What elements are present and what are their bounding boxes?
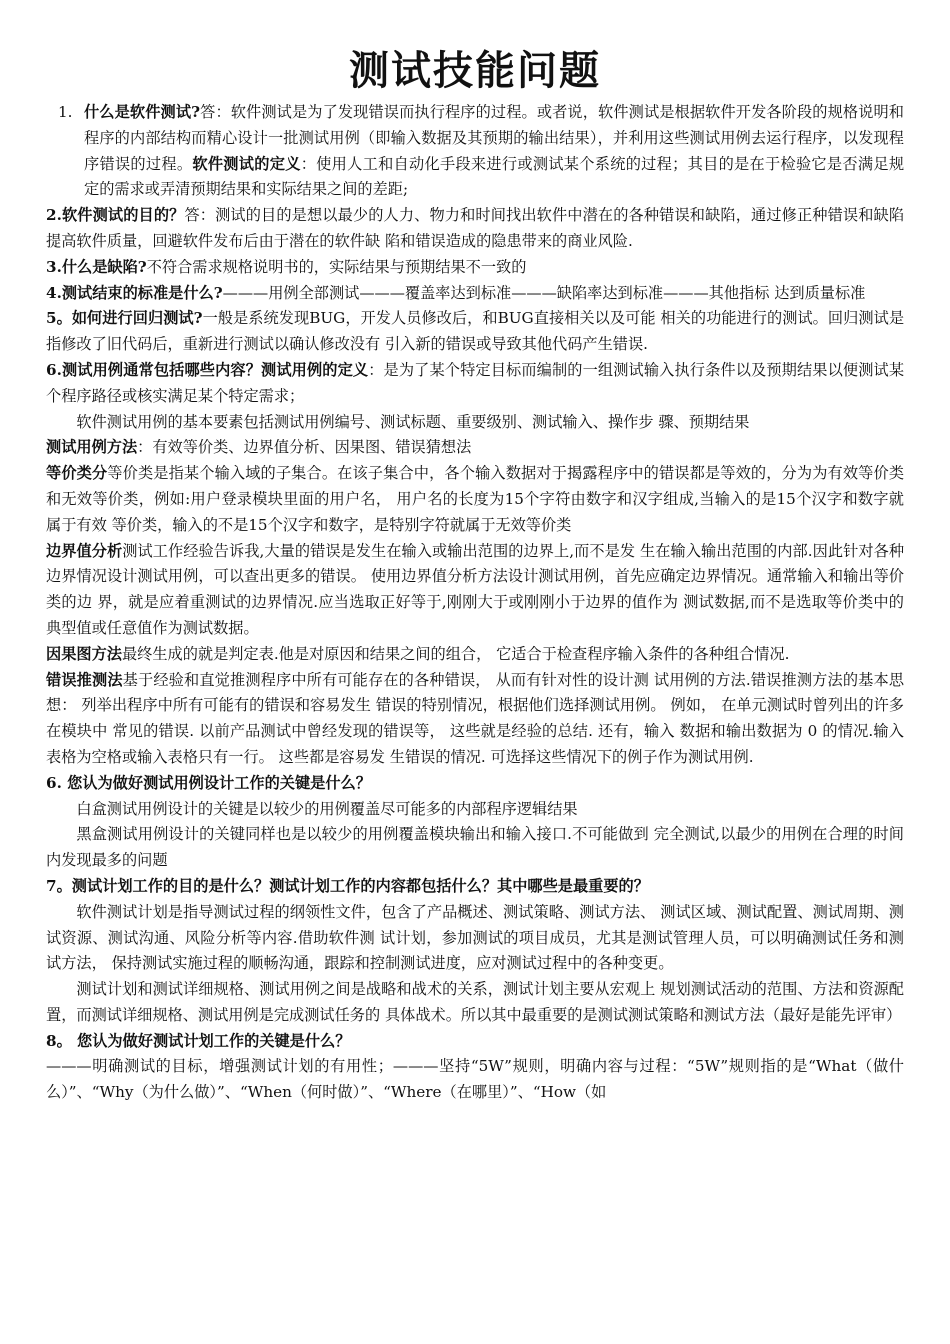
question-3: [46, 255, 904, 281]
boundary-text: 测试工作经验告诉我,大量的错误是发生在输入或输出范围的边界上,而不是发 生在输入输出范围的内部.因此针对各种边界情况设计测试用例，可以查出更多的错误。 使用边界值分析方法设计测试用例，首先应确定边界情况。通常输入和输出等价类的边 界，就是应着重测试的边界情况.应当选取正好等于,刚刚大于或刚刚小于边界的值作为 测试数据,而不是选取等价类中的典型值或任意值作为测试数据。: [46, 541, 905, 637]
question-2-answer: 答：测试的目的是想以最少的人力、物力和时间找出软件中潜在的各种错误和缺陷，通过修正种错误和缺陷提高软件质量，回避软件发布后由于潜在的软件缺 陷和错误造成的隐患带来的商业风险.: [46, 206, 905, 250]
equivalence-class: [46, 461, 904, 538]
equivalence-label: 等价类分: [46, 464, 108, 483]
question-4: [46, 281, 904, 307]
cause-effect-text: 最终生成的就是判定表.他是对原因和结果之间的组合， 它适合于检查程序输入条件的各种组合情况.: [121, 644, 790, 663]
question-6: [46, 358, 904, 410]
definition-label: 软件测试的定义: [192, 154, 301, 173]
question-6b: [46, 771, 904, 797]
question-5-title: 5。如何进行回归测试?: [46, 309, 203, 328]
boundary-label: 边界值分析: [46, 541, 123, 560]
error-guessing-label: 错误推测法: [46, 670, 123, 689]
question-6b-title: 6. 您认为做好测试用例设计工作的关键是什么？: [46, 773, 371, 792]
white-box-text: 白盒测试用例设计的关键是以较少的用例覆盖尽可能多的内部程序逻辑结果: [76, 799, 578, 818]
question-2: [46, 203, 904, 255]
test-case-methods: [46, 435, 904, 461]
methods-text: ：有效等价类、边界值分析、因果图、错误猜想法: [137, 438, 472, 457]
question-3-title: 3.什么是缺陷?: [46, 257, 147, 276]
question-4-answer: ———用例全部测试———覆盖率达到标准———缺陷率达到标准———其他指标 达到质量标准: [222, 283, 866, 302]
question-7: [46, 874, 904, 900]
error-guessing: [46, 668, 904, 771]
question-1-number: 1.: [58, 103, 73, 121]
error-guessing-text: 基于经验和直觉推测程序中所有可能存在的各种错误， 从而有针对性的设计测 试用例的方法.错误推测方法的基本思想： 列举出程序中所有可能有的错误和容易发生 错误的特别情况，根据他们选择测试用例。 例如， 在单元测试时曾列出的许多在模块中 常见的错误. 以前产品测试中曾经发现的错误等， 这些就是经验的总结. 还有，输入 数据和输出数据为 0 的情况.输入表格为空格或输入表格只有一行。 这些都是容易发 生错误的情况. 可选择这些情况下的例子作为测试用例.: [46, 670, 905, 766]
definition-text: ：使用人工和自动化手段来进行或测试某个系统的过程；其目的是在于检验它是否满足规定的需求或弄清预期结果和实际结果之间的差距;: [84, 154, 905, 199]
question-5-answer: 一般是系统发现BUG，开发人员修改后，和BUG直接相关以及可能 相关的功能进行的测试。回归测试是指修改了旧代码后，重新进行测试以确认修改没有 引入新的错误或导致其他代码产生错误.: [46, 309, 905, 354]
equivalence-text: 等价类是指某个输入域的子集合。在该子集合中，各个输入数据对于揭露程序中的错误都是等效的，分为为有效等价类和无效等价类，例如:用户登录模块里面的用户名， 用户名的长度为15个字符由数字和汉字组成,当输入的是15个汉字和数字就属于有效 等价类，输入的不是15个汉字和数字，是特别字符就属于无效等价类: [46, 464, 905, 534]
question-1: [46, 100, 904, 203]
boundary-value: [46, 539, 904, 642]
question-8: [46, 1029, 904, 1055]
question-1-title: 什么是软件测试?: [84, 103, 201, 121]
question-6-answer: ：是为了某个特定目标而编制的一组测试输入执行条件以及预期结果以便测试某个程序路径或核实满足某个特定需求；: [46, 360, 905, 405]
cause-effect-label: 因果图方法: [46, 644, 122, 663]
question-1-answer: 答：软件测试是为了发现错误而执行程序的过程。或者说，软件测试是根据软件开发各阶段的规格说明和程序的内部结构而精心设计一批测试用例（即输入数据及其预期的输出结果），并利用这些测试用例去运行程序，以发现程序错误的过程。: [84, 103, 904, 173]
question-2-title: 2.软件测试的目的？: [46, 206, 185, 225]
cause-effect: [46, 642, 904, 668]
question-7-paragraph-1: 软件测试计划是指导测试过程的纲领性文件，包含了产品概述、测试策略、测试方法、 测试区域、测试配置、测试周期、测试资源、测试沟通、风险分析等内容.借助软件测 试计划，参加测试的项目成员，尤其是测试管理人员，可以明确测试任务和测试方法， 保持测试实施过程的顺畅沟通，跟踪和控制测试进度，应对测试过程中的各种变更。: [46, 902, 904, 973]
question-7-paragraph-2: 测试计划和测试详细规格、测试用例之间是战略和战术的关系，测试计划主要从宏观上 规划测试活动的范围、方法和资源配置，而测试详细规格、测试用例是完成测试任务的 具体战术。所以其中最重要的是测试测试策略和测试方法（最好是能先评审）: [46, 980, 904, 1024]
black-box-text: 黑盒测试用例设计的关键同样也是以较少的用例覆盖模块输出和输入接口.不可能做到 完全测试,以最少的用例在合理的时间内发现最多的问题: [46, 825, 904, 870]
question-8-title: 8。 您认为做好测试计划工作的关键是什么？: [46, 1031, 351, 1050]
question-5: [46, 306, 904, 358]
page-title: 测试技能问题: [349, 48, 601, 94]
question-3-answer: 不符合需求规格说明书的，实际结果与预期结果不一致的: [146, 257, 527, 276]
question-4-title: 4.测试结束的标准是什么?: [46, 283, 223, 302]
test-case-elements: 软件测试用例的基本要素包括测试用例编号、测试标题、重要级别、测试输入、操作步 骤、预期结果: [76, 412, 750, 431]
methods-label: 测试用例方法: [46, 438, 138, 457]
question-8-answer: ———明确测试的目标，增强测试计划的有用性；———坚持“5W”规则，明确内容与过程：“5W”规则指的是“What（做什么）”、“Why（为什么做）”、“When（何时做）”、“Where（在哪里）”、“How（如: [46, 1057, 904, 1102]
question-6-title: 6.测试用例通常包括哪些内容？测试用例的定义: [46, 360, 369, 379]
question-7-title: 7。测试计划工作的目的是什么？测试计划工作的内容都包括什么？其中哪些是最重要的？: [46, 876, 649, 895]
